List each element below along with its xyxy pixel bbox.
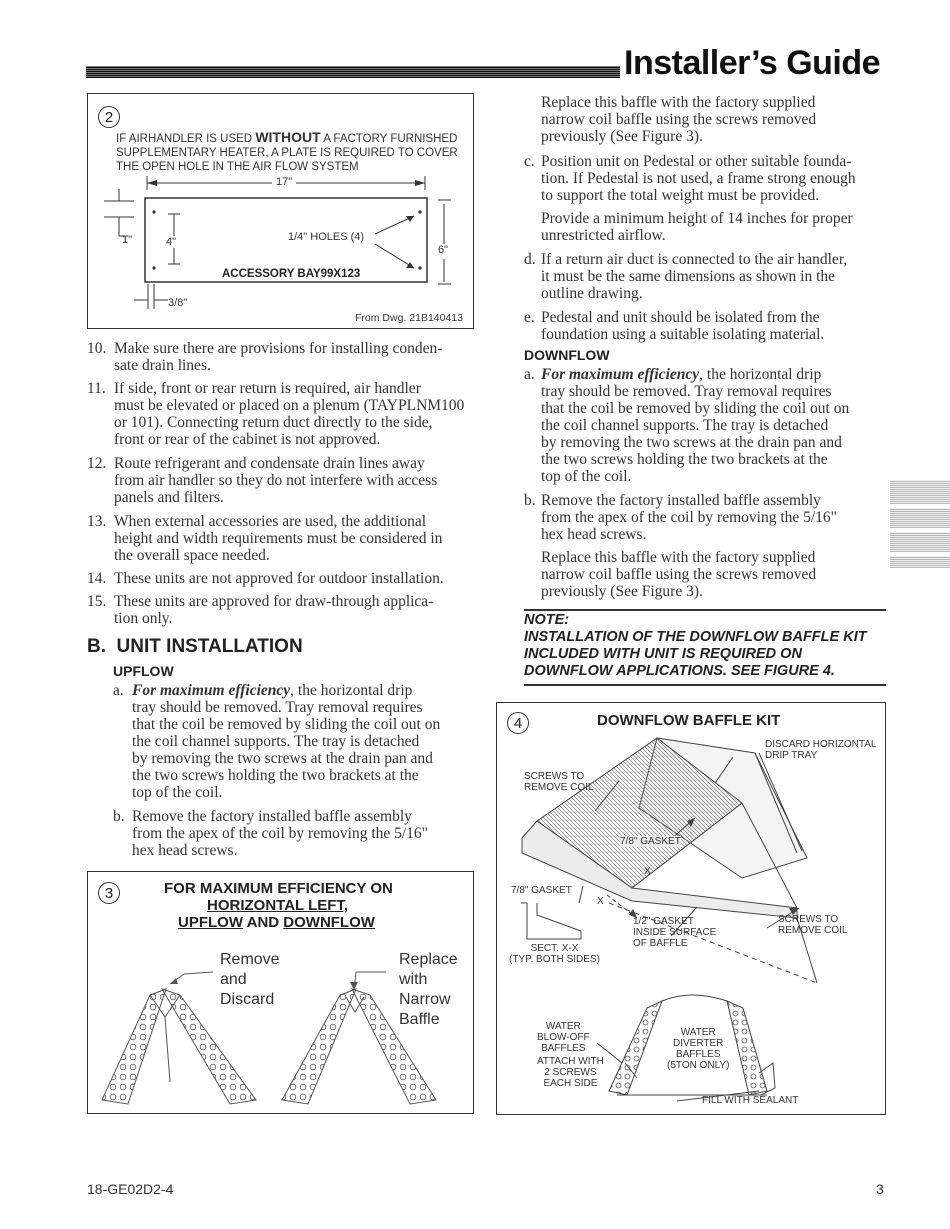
figure-2-intro: IF AIRHANDLER IS USED WITHOUT A FACTORY FURNISHED SUPPLEMENTARY HEATER, A PLATE IS REQUIRED TO COVER THE OPEN HOLE IN THE AIR FLOW SYSTEM	[116, 129, 458, 173]
note-bottom-rule	[524, 684, 886, 686]
hole-dot	[152, 210, 155, 213]
downflow-step-b: b. Remove the factory installed baffle assembly from the apex of the coil by removing the 5/16" hex head screws.	[524, 492, 838, 543]
side-tab-mark	[890, 480, 950, 504]
downflow-step-b-extra: Replace this baffle with the factory supplied narrow coil baffle using the screws removed previously (See Figure 3).	[541, 549, 817, 600]
note-text: INSTALLATION OF THE DOWNFLOW BAFFLE KIT INCLUDED WITH UNIT IS REQUIRED ON DOWNFLOW APPLICATIONS. SEE FIGURE 4.	[524, 629, 867, 679]
figure-4-title: DOWNFLOW BAFFLE KIT	[597, 712, 781, 729]
list-item: 14. These units are not approved for outdoor installation.	[87, 570, 444, 587]
water-blowoff-label: WATER BLOW-OFF BAFFLES	[537, 1021, 590, 1054]
document-number: 18-GE02D2-4	[87, 1181, 174, 1197]
replace-baffle-paragraph: Replace this baffle with the factory supplied narrow coil baffle using the screws removed previously (See Figure 3).	[541, 94, 817, 145]
drawing-ref: From Dwg. 21B140413	[355, 312, 463, 324]
list-item: 12. Route refrigerant and condensate drain lines away from air handler so they do not interfere with access panels and filters.	[87, 455, 438, 506]
section-label: SECT. X-X (TYP. BOTH SIDES)	[509, 943, 600, 965]
figure-3-title: FOR MAXIMUM EFFICIENCY ON HORIZONTAL LEFT, UPFLOW AND DOWNFLOW	[164, 880, 393, 931]
dim-17: 17"	[272, 176, 296, 188]
step-c: c. Position unit on Pedestal or other suitable founda- tion. If Pedestal is not used, a frame strong enough to support the total weight must be provided.	[524, 153, 856, 204]
list-item: 11. If side, front or rear return is required, air handler must be elevated or placed on a plenum (TAYPLNM100 or 101). Connecting return duct directly to the side, front or rear of the cabinet is not approved.	[87, 380, 465, 448]
dim-3-8: 3/8"	[168, 297, 188, 309]
baffle-coil-diagrams	[88, 872, 475, 1115]
step-c-extra: Provide a minimum height of 14 inches for proper unrestricted airflow.	[541, 210, 853, 244]
gasket-7-8-lower: 7/8" GASKET	[511, 885, 572, 896]
list-item: 13. When external accessories are used, the additional height and width requirements must be considered in the overall space needed.	[87, 513, 443, 564]
replace-label: Replace with Narrow Baffle	[399, 951, 458, 1028]
note-label: NOTE:	[524, 612, 570, 628]
step-d: d. If a return air duct is connected to the air handler, it must be the same dimensions as shown in the outline drawing.	[524, 251, 848, 302]
step-e: e. Pedestal and unit should be isolated from the foundation using a suitable isolating material.	[524, 309, 825, 343]
figure-number: 2	[98, 106, 120, 128]
dim-1: 1"	[122, 234, 133, 246]
downflow-heading: DOWNFLOW	[524, 347, 610, 363]
screws-to-remove-coil-right: SCREWS TO REMOVE COIL	[778, 914, 848, 936]
coil-slab-right	[162, 989, 256, 1104]
blow-off-baffle-left	[609, 1001, 662, 1095]
gasket-7-8-upper: 7/8" GASKET	[620, 836, 681, 847]
downflow-step-a: a. For maximum efficiency, the horizontal drip tray should be removed. Tray removal requires that the coil be removed by sliding the coil out on the coil channel supports. The tray is detached by removing the two screws at the drain pan and the two screws holding the two brackets at the top of the coil.	[524, 366, 850, 485]
accessory-label: ACCESSORY BAY99X123	[222, 268, 361, 280]
upflow-step-b: b. Remove the factory installed baffle assembly from the apex of the coil by removing the 5/16" hex head screws.	[113, 808, 429, 859]
discard-tray-label: DISCARD HORIZONTAL DRIP TRAY	[765, 739, 877, 761]
page-title: Installer’s Guide	[624, 44, 881, 82]
section-x-marker: X	[644, 866, 651, 877]
header-rule	[86, 66, 620, 78]
hole-dot	[418, 210, 421, 213]
figure-number: 3	[98, 882, 120, 904]
figure-number: 4	[507, 712, 529, 734]
list-item: 10. Make sure there are provisions for installing conden- sate drain lines.	[87, 340, 443, 374]
figure-2-box	[87, 93, 474, 329]
coil-slab-left	[102, 989, 166, 1104]
screws-to-remove-coil-top: SCREWS TO REMOVE COIL	[524, 771, 594, 793]
note-top-rule	[524, 609, 886, 611]
upflow-step-a: a. For maximum efficiency, the horizontal drip tray should be removed. Tray removal requires that the coil be removed by sliding the coil out on the coil channel supports. The tray is detached by removing the two screws at the drain pan and the two screws holding the two brackets at the top of the coil.	[113, 682, 441, 801]
dim-6: 6"	[438, 244, 449, 256]
dim-4: 4"	[166, 236, 177, 248]
fill-sealant-label: FILL WITH SEALANT	[702, 1095, 799, 1106]
holes-label: 1/4" HOLES (4)	[288, 231, 365, 243]
hole-dot	[152, 266, 155, 269]
remove-label: Remove and Discard	[220, 951, 280, 1008]
figure-4-box	[496, 702, 886, 1115]
section-x-marker: X	[597, 896, 604, 907]
side-tab-mark	[890, 508, 950, 528]
list-item: 15. These units are approved for draw-through applica- tion only.	[87, 593, 434, 627]
coil-slab-left	[282, 989, 356, 1104]
plate-diagram	[88, 94, 475, 330]
gasket-1-2-label: 1/2" GASKET INSIDE SURFACE OF BAFFLE	[633, 916, 717, 949]
blow-off-baffle-right	[727, 1001, 767, 1095]
attach-screws-label: ATTACH WITH 2 SCREWS EACH SIDE	[537, 1056, 604, 1089]
hole-dot	[418, 266, 421, 269]
water-diverter-label: WATER DIVERTER BAFFLES (5TON ONLY)	[667, 1027, 730, 1071]
coil-slab-right	[352, 989, 436, 1104]
upflow-heading: UPFLOW	[113, 663, 174, 679]
page-number: 3	[876, 1181, 884, 1197]
figure-3-box	[87, 871, 474, 1114]
section-b-heading: B. UNIT INSTALLATION	[87, 636, 303, 657]
side-tab-mark	[890, 532, 950, 552]
side-tab-mark	[890, 556, 950, 568]
